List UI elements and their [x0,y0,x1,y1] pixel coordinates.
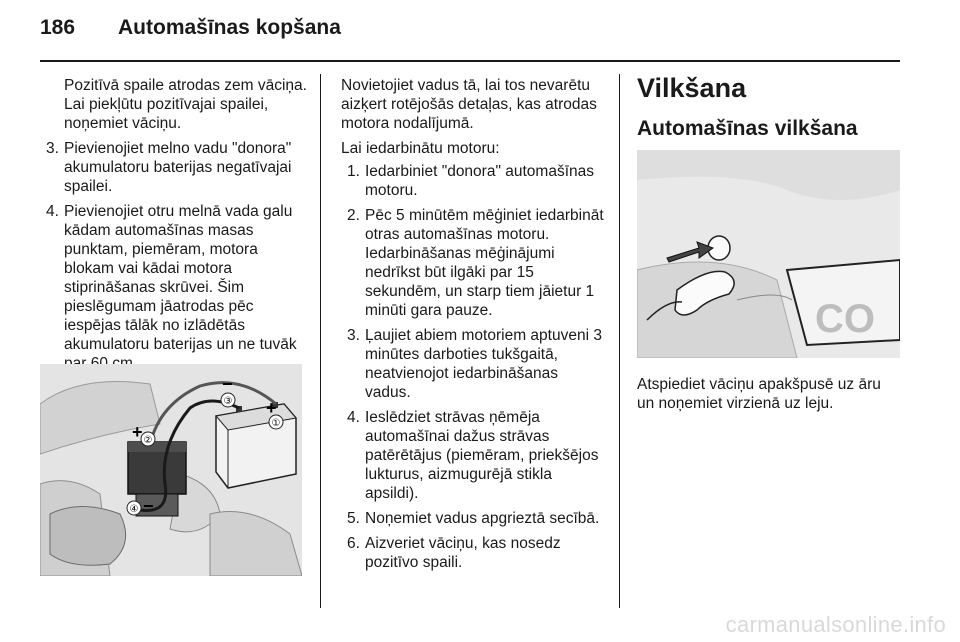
intro-paragraph: Pozitīvā spaile atrodas zem vāciņa. Lai piekļūtu pozitīvajai spailei, noņemiet vāciņu. [64,77,307,132]
page-title: Automašīnas kopšana [118,16,341,39]
section-subheading: Automašīnas vilkšana [637,117,858,140]
list-number: 3. [347,327,360,344]
minus-sign-ground: − [143,496,154,516]
section-heading: Vilkšana [637,73,747,103]
callout-4: ④ [129,504,139,515]
figure-caption: Atspiediet vāciņu apakšpusē uz āru un noņemiet virzienā uz leju. [637,376,881,412]
column-divider-2 [619,74,620,608]
towing-cover-drawing [637,150,900,358]
list-number: 2. [347,207,360,224]
list-number: 5. [347,510,360,527]
list-item [341,326,605,402]
column-divider-1 [320,74,321,608]
callout-3: ③ [223,396,233,407]
plus-sign-donor: + [266,398,277,418]
list-text: Pēc 5 minūtēm mēģiniet iedarbināt otras automašīnas motoru. Iedarbināšanas mēģinājumi nedrīkst būt ilgāki par 15 sekundēm, un starp tiem jāietur 1 minūti gara pauze. [365,207,604,319]
column-2 [341,76,605,578]
start-steps [341,162,605,572]
list-number: 6. [347,535,360,552]
start-engine-intro: Lai iedarbinātu motoru: [341,140,500,157]
header-rule [40,60,900,62]
watermark: carmanualsonline.info [725,612,946,637]
list-item [341,206,605,320]
list-item [341,162,605,200]
list-item [341,408,605,503]
cable-placement-paragraph: Novietojiet vadus tā, lai tos nevarētu aizķert rotējošās detaļas, kas atrodas motora nodalījumā. [341,77,597,132]
plus-sign-dead: + [132,422,143,442]
jump-start-illustration [40,364,302,576]
list-text: Aizveriet vāciņu, kas nosedz pozitīvo spaili. [365,535,561,571]
list-number: 4. [347,409,360,426]
license-plate-text: CO [815,297,875,341]
list-number: 3. [46,140,59,157]
list-text: Iedarbiniet "donora" automašīnas motoru. [365,163,595,199]
list-text: Noņemiet vadus apgrieztā secībā. [365,510,600,527]
column-1 [40,76,308,379]
list-text: Pievienojiet otru melnā vada galu kādam automašīnas masas punktam, piemēram, motora blokam vai kādai motora stiprināšanas skrūvei. Šim pieslēgumam jāatrodas pēc iespējas tālāk no izlādētās akumulatoru baterijas un ne tuvāk [64,203,297,353]
minus-sign-donor: − [222,374,233,394]
page-number: 186 [40,16,76,39]
towing-cover-illustration [637,150,900,358]
column-3 [637,72,901,142]
list-item [341,509,605,528]
column-3-caption [637,375,901,413]
callout-2: ② [143,435,153,446]
list-item [40,139,308,196]
jump-start-drawing [40,364,302,576]
list-number: 1. [347,163,360,180]
list-item [40,202,308,373]
list-text: Pievienojiet melno vadu "donora" akumulatoru baterijas negatīvajai spailei. [64,140,292,195]
callout-1: ① [271,418,281,429]
list-number: 4. [46,203,59,220]
list-text: Ļaujiet abiem motoriem aptuveni 3 minūtes darboties tukšgaitā, neatvienojot iedarbināšanas vadus. [365,327,602,401]
connection-steps [40,139,308,373]
list-item [341,534,605,572]
list-text: Ieslēdziet strāvas ņēmēja automašīnai dažus strāvas patērētājus (piemēram, priekšējos lukturus, aizmugurējā stikla apsildi). [365,409,599,502]
